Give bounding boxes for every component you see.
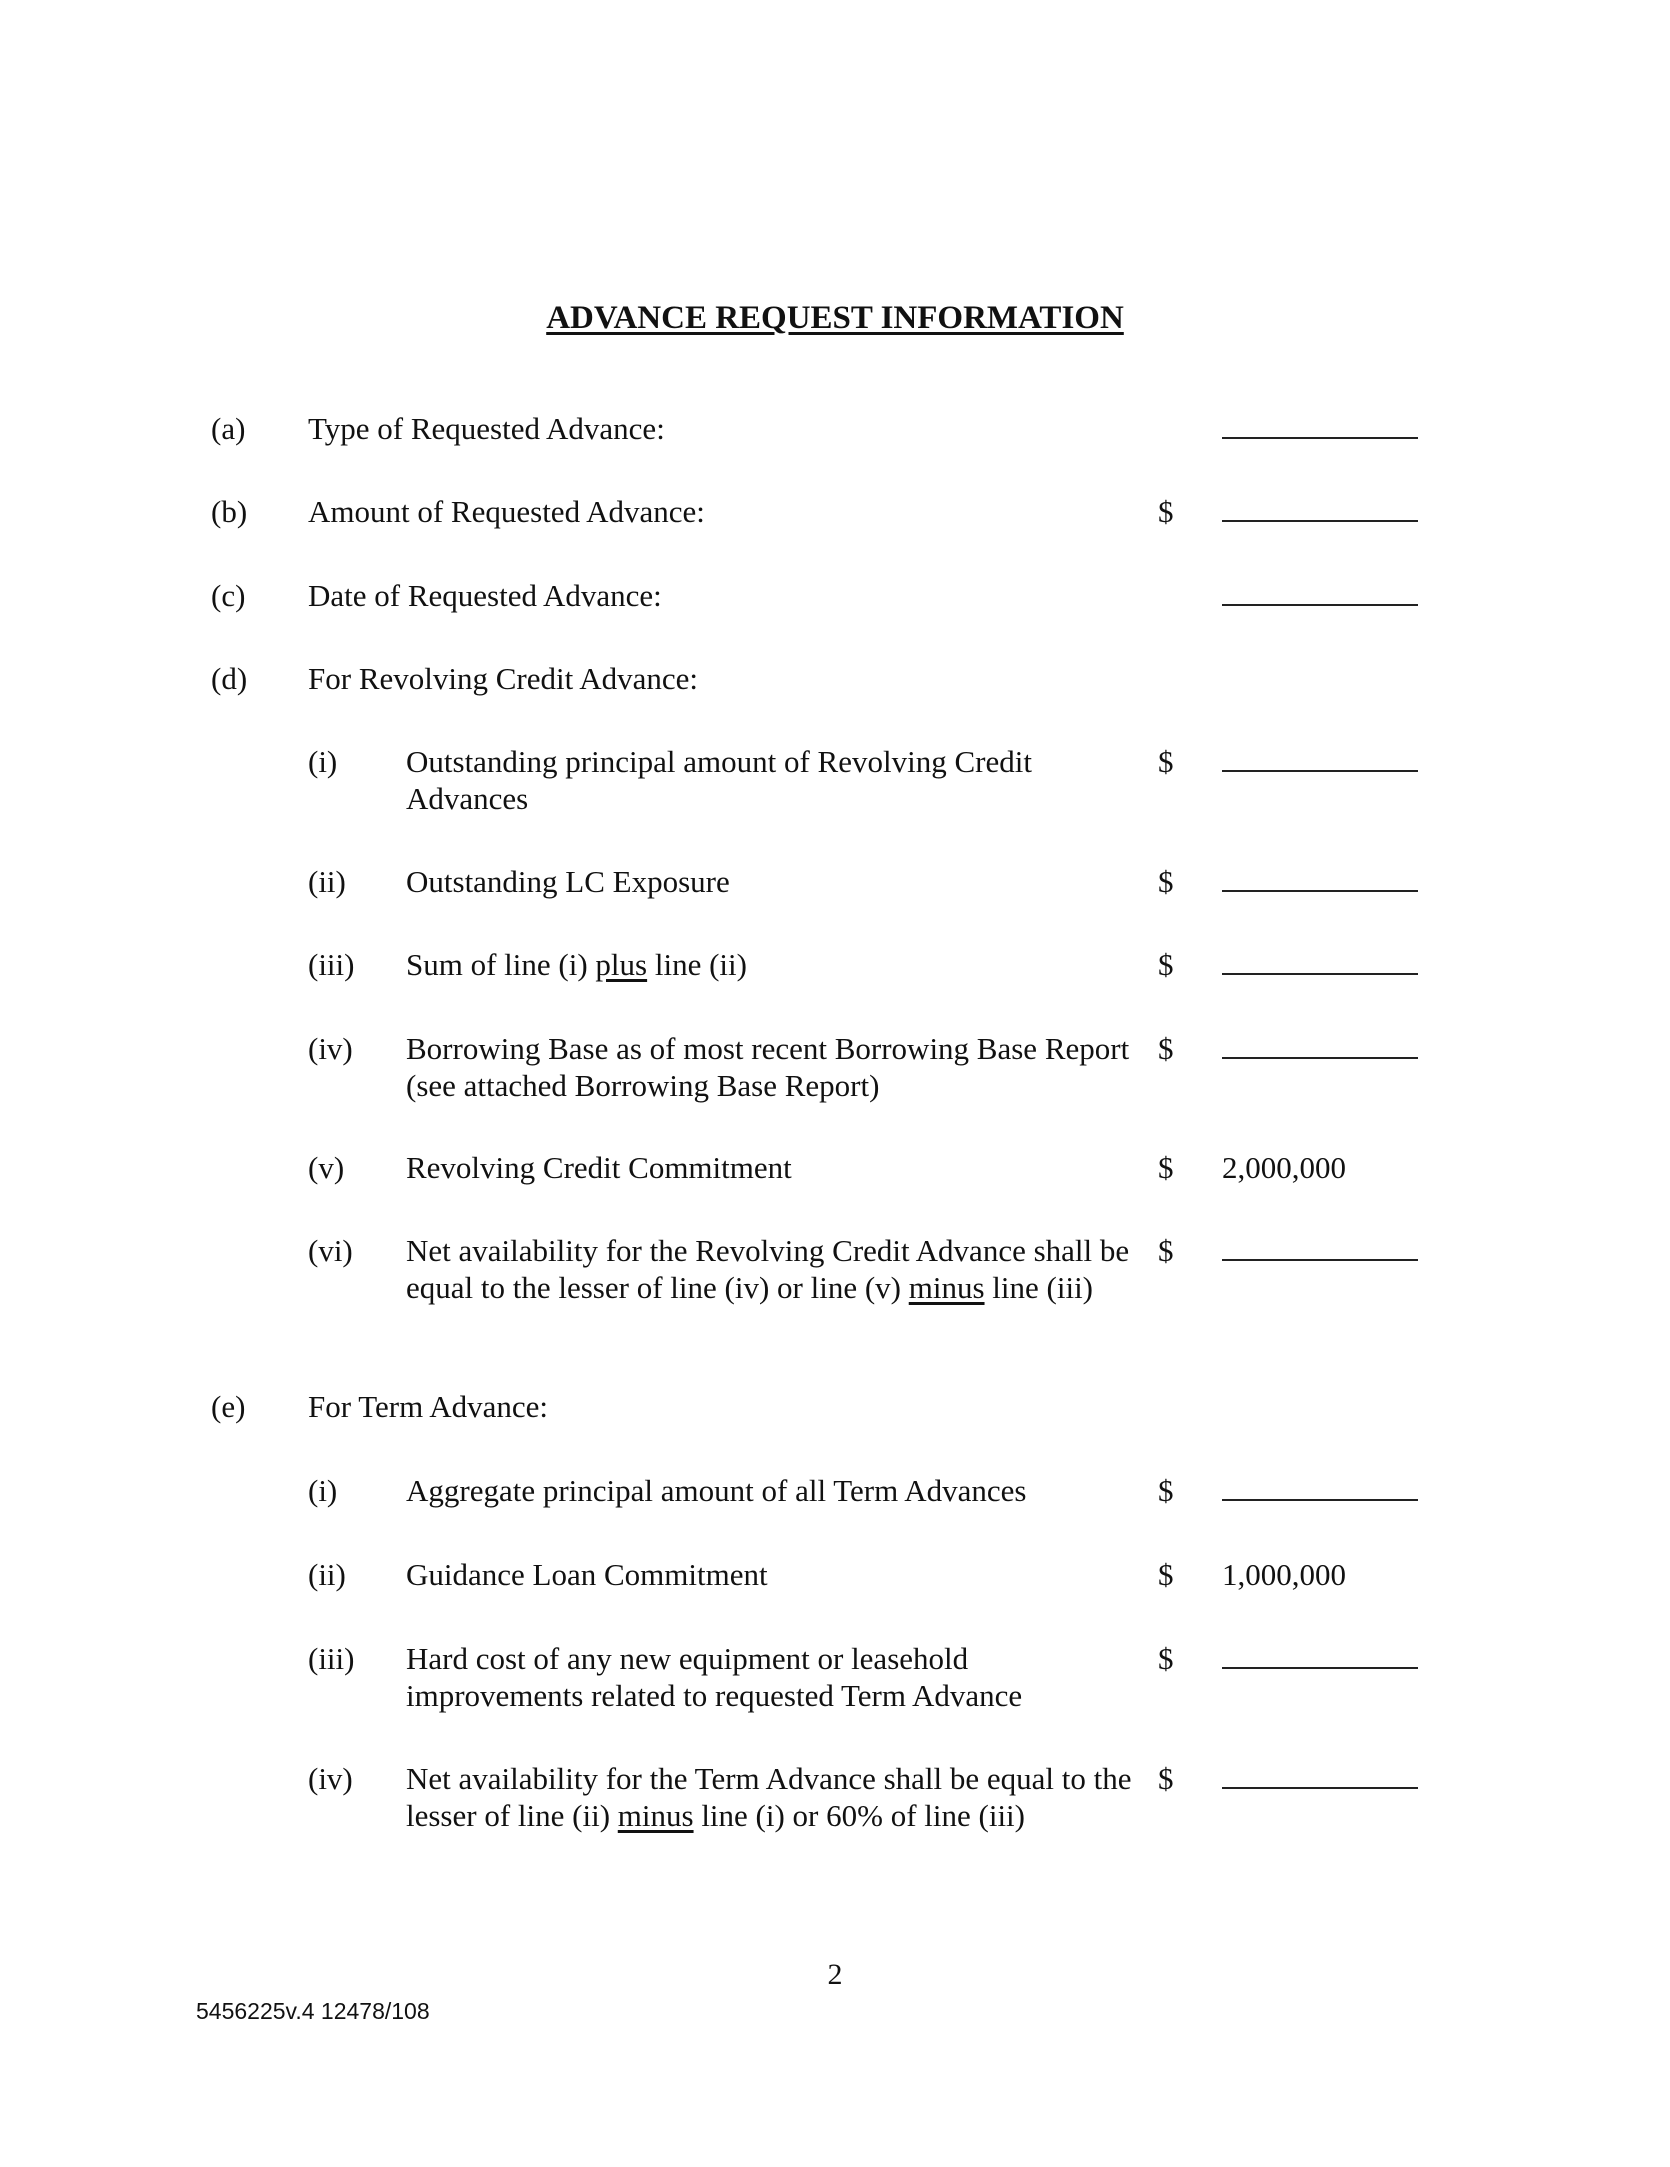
blank-field[interactable] — [1222, 1787, 1418, 1789]
item-label: Date of Requested Advance: — [308, 578, 662, 613]
sub-item-label: Aggregate principal amount of all Term Advances — [406, 1473, 1027, 1508]
blank-field[interactable] — [1222, 890, 1418, 892]
item-label: For Revolving Credit Advance: — [308, 661, 699, 696]
item-label: Amount of Requested Advance: — [308, 494, 705, 529]
amount-value: 2,000,000 — [1222, 1150, 1346, 1185]
amount-value: 1,000,000 — [1222, 1557, 1346, 1592]
page-number: 2 — [827, 1958, 843, 1991]
dollar-sign: $ — [1158, 947, 1174, 982]
dollar-sign: $ — [1158, 1641, 1174, 1676]
sub-item-label: Outstanding LC Exposure — [406, 864, 730, 899]
sub-item-marker: (iv) — [308, 1031, 353, 1066]
blank-field[interactable] — [1222, 973, 1418, 975]
item-marker: (a) — [211, 411, 246, 446]
item-marker: (d) — [211, 661, 248, 696]
blank-field[interactable] — [1222, 1259, 1418, 1261]
document-id: 5456225v.4 12478/108 — [196, 1998, 430, 2024]
sub-item-marker: (iv) — [308, 1761, 353, 1796]
dollar-sign: $ — [1158, 864, 1174, 899]
blank-field[interactable] — [1222, 520, 1418, 522]
sub-item-label: Net availability for the Term Advance shall be equal to the lesser of line (ii) minus line (i) or 60% of line (iii) — [406, 1761, 1132, 1833]
dollar-sign: $ — [1158, 1557, 1174, 1592]
sub-item-label: Hard cost of any new equipment or leasehold improvements related to requested Term Advance — [406, 1641, 1023, 1713]
sub-item-marker: (iii) — [308, 947, 355, 982]
dollar-sign: $ — [1158, 494, 1174, 529]
item-marker: (e) — [211, 1389, 246, 1424]
blank-field[interactable] — [1222, 437, 1418, 439]
page-title: ADVANCE REQUEST INFORMATION — [546, 300, 1124, 336]
dollar-sign: $ — [1158, 1761, 1174, 1796]
sub-item-marker: (i) — [308, 744, 338, 779]
item-label: Type of Requested Advance: — [308, 411, 665, 446]
sub-item-label: Net availability for the Revolving Credit Advance shall be equal to the lesser of line (iv) or line (v) minus line (iii) — [406, 1233, 1130, 1305]
sub-item-label: Outstanding principal amount of Revolving Credit Advances — [406, 744, 1032, 816]
sub-item-marker: (i) — [308, 1473, 338, 1508]
item-marker: (b) — [211, 494, 248, 529]
item-marker: (c) — [211, 578, 246, 613]
sub-item-marker: (iii) — [308, 1641, 355, 1676]
sub-item-label: Revolving Credit Commitment — [406, 1150, 792, 1185]
dollar-sign: $ — [1158, 1150, 1174, 1185]
sub-item-marker: (v) — [308, 1150, 345, 1185]
blank-field[interactable] — [1222, 1667, 1418, 1669]
sub-item-label: Guidance Loan Commitment — [406, 1557, 768, 1592]
blank-field[interactable] — [1222, 604, 1418, 606]
sub-item-marker: (ii) — [308, 864, 346, 899]
dollar-sign: $ — [1158, 744, 1174, 779]
sub-item-label: Borrowing Base as of most recent Borrowing Base Report (see attached Borrowing Base Report) — [406, 1031, 1130, 1103]
sub-item-marker: (ii) — [308, 1557, 346, 1592]
item-label: For Term Advance: — [308, 1389, 549, 1424]
dollar-sign: $ — [1158, 1473, 1174, 1508]
sub-item-label: Sum of line (i) plus line (ii) — [406, 947, 747, 982]
sub-item-marker: (vi) — [308, 1233, 353, 1268]
blank-field[interactable] — [1222, 1057, 1418, 1059]
blank-field[interactable] — [1222, 770, 1418, 772]
dollar-sign: $ — [1158, 1031, 1174, 1066]
blank-field[interactable] — [1222, 1499, 1418, 1501]
dollar-sign: $ — [1158, 1233, 1174, 1268]
